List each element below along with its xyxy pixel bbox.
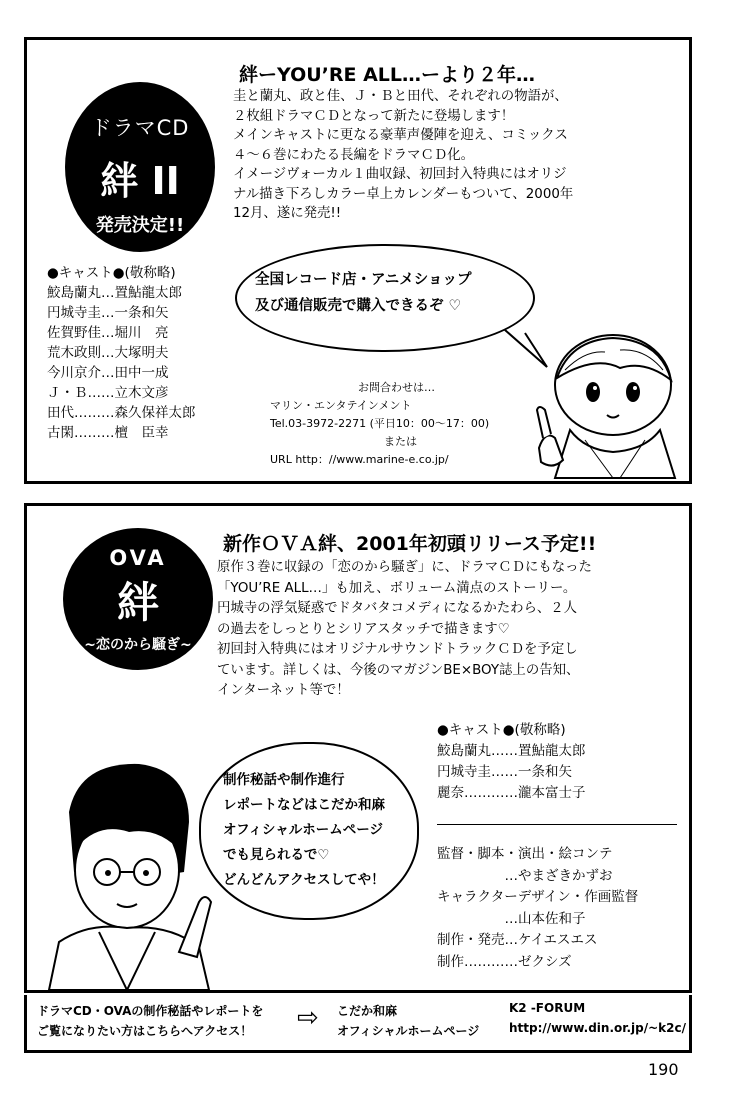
- badge-line-2: 絆 II: [100, 159, 180, 203]
- badge-line-2: 絆: [116, 578, 159, 627]
- cast-item: 今川京介…田中一成: [47, 365, 169, 381]
- staff-item: キャラクターデザイン・作画監督: [437, 889, 639, 905]
- contact-line: マリン・エンタテインメント: [270, 399, 412, 412]
- forum-name: K2 -FORUM: [509, 1001, 586, 1015]
- cast-item: 田代………森久保祥太郎: [47, 405, 196, 421]
- bubble-line: 全国レコード店・アニメショップ: [255, 272, 472, 288]
- cast-item: 古閑………檀 臣幸: [47, 425, 169, 441]
- cast-staff-divider: [437, 824, 677, 825]
- body-line: ています。詳しくは、今後のマガジンBE×BOY誌上の告知、: [217, 662, 580, 678]
- panel1-body: [233, 87, 573, 224]
- bubble-line: 及び通信販売で購入できるぞ ♡: [255, 298, 462, 314]
- staff-item: 監督・脚本・演出・絵コンテ: [437, 846, 613, 862]
- contact-line: お問合わせは…: [358, 381, 435, 394]
- character-illustration-2: [29, 752, 219, 992]
- contact-line: または: [384, 435, 417, 448]
- bubble-2-text: [223, 768, 385, 893]
- body-line: インターネット等で！: [217, 683, 350, 698]
- bubble-line: 制作秘話や制作進行: [223, 772, 345, 788]
- body-line: 円城寺の浮気疑惑でドタバタコメディになるかたわら、２人: [217, 601, 578, 616]
- footer-line: オフィシャルホームページ: [337, 1024, 480, 1038]
- cast-item: 荒木政則…大塚明夫: [47, 345, 169, 361]
- staff-item: 制作・発売…ケイエスエス: [437, 932, 598, 948]
- body-line: 圭と蘭丸、政と佳、Ｊ・Ｂと田代、それぞれの物語が、: [233, 89, 568, 104]
- staff-item: …やまざきかずお: [437, 867, 613, 884]
- body-line: ナル描き下ろしカラー卓上カレンダーもついて、2000年: [233, 186, 574, 202]
- cast-item: Ｊ・Ｂ……立木文彦: [47, 385, 169, 401]
- body-line: 初回封入特典にはオリジナルサウンドトラックＣＤを予定し: [217, 642, 578, 657]
- staff-item: …山本佐和子: [437, 910, 586, 927]
- ova-badge: [63, 528, 213, 670]
- badge-line-1: OVA: [109, 546, 167, 570]
- badge-line-1: ドラマCD: [90, 116, 190, 140]
- bubble-line: でも見られるで♡: [223, 847, 330, 863]
- footer-line: ドラマCD・OVAの制作秘話やレポートを: [37, 1004, 264, 1018]
- footer-line: ご覧になりたい方はこちらへアクセス！: [37, 1024, 253, 1038]
- footer-access-box: [24, 995, 692, 1053]
- cast-item: 円城寺圭……一条和矢: [437, 764, 572, 780]
- cast-item: 佐賀野佳…堀川 亮: [47, 325, 169, 341]
- bubble-line: どんどんアクセスしてや！: [223, 872, 385, 888]
- staff-item: 制作…………ゼクシズ: [437, 953, 572, 970]
- cast-title: ●キャスト●(敬称略): [437, 722, 566, 738]
- drama-cd-badge: [65, 82, 215, 252]
- character-illustration-1: [525, 330, 695, 480]
- contact-info: [270, 379, 489, 469]
- body-line: ４～６巻にわたる長編をドラマＣＤ化。: [233, 147, 475, 163]
- bubble-1-text: [255, 267, 471, 319]
- arrow-right-icon: ⇨: [297, 1003, 319, 1033]
- bubble-line: オフィシャルホームページ: [223, 822, 383, 838]
- body-line: メインキャストに更なる豪華声優陣を迎え、コミックス: [233, 128, 568, 143]
- ova-announcement-panel: [24, 503, 692, 993]
- cast-item: 円城寺圭…一条和矢: [47, 305, 169, 321]
- badge-line-3: 発売決定!!: [95, 215, 185, 236]
- bubble-line: レポートなどはこだか和麻: [223, 797, 385, 813]
- panel1-headline: 絆ーYOU’RE ALL…ーより２年…: [239, 64, 536, 86]
- body-line: 原作３巻に収録の「恋のから騒ぎ」に、ドラマＣＤにもなった: [217, 560, 592, 575]
- panel1-cast-list: [47, 263, 196, 443]
- drama-cd-announcement-panel: [24, 37, 692, 484]
- contact-line: URL http：//www.marine-e.co.jp/: [270, 453, 449, 466]
- badge-line-3: ~恋のから騒ぎ~: [84, 637, 192, 653]
- body-line: の過去をしっとりとシリアスタッチで描きます♡: [217, 621, 510, 637]
- panel2-headline: 新作ＯＶＡ絆、2001年初頭リリース予定!!: [223, 533, 597, 555]
- cast-item: 鮫島蘭丸……置鮎龍太郎: [437, 743, 586, 759]
- body-line: 12月、遂に発売!!: [233, 206, 342, 221]
- body-line: イメージヴォーカル１曲収録、初回封入特典にはオリジ: [233, 167, 567, 182]
- page-number: 190: [648, 1060, 679, 1079]
- cast-item: 麗奈…………瀧本富士子: [437, 785, 586, 801]
- footer-line: こだか和麻: [337, 1004, 398, 1018]
- panel2-cast-list: [437, 720, 586, 804]
- body-line: 「YOU’RE ALL…」も加え、ボリューム満点のストーリー。: [217, 580, 577, 596]
- forum-url-link[interactable]: http://www.din.or.jp/~k2c/: [509, 1021, 686, 1035]
- body-line: ２枚組ドラマＣＤとなって新たに登場します！: [233, 108, 515, 124]
- cast-item: 鮫島蘭丸…置鮎龍太郎: [47, 285, 182, 301]
- panel2-staff-list: [437, 844, 638, 973]
- contact-line: Tel.03-3972-2271 (平日10：00～17：00): [270, 417, 490, 430]
- footer-left-text: [37, 1001, 263, 1041]
- cast-title: ●キャスト●(敬称略): [47, 265, 176, 281]
- panel2-body: [217, 558, 592, 702]
- footer-middle-text: [337, 1001, 479, 1041]
